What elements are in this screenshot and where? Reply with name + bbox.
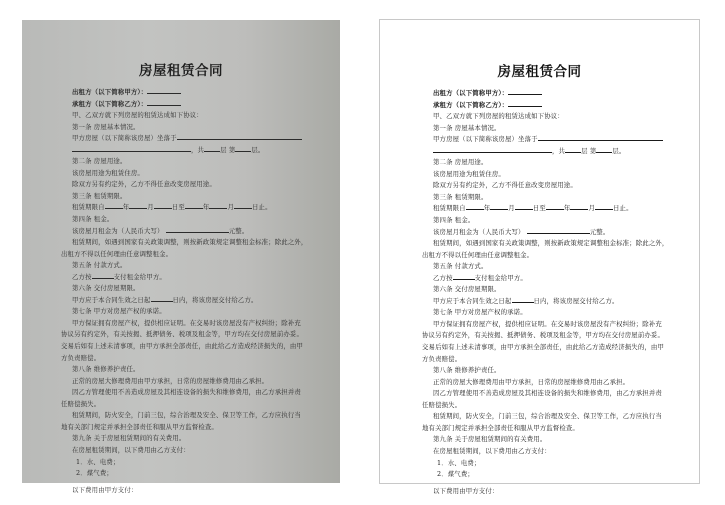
- contract-page-photo: [22, 20, 340, 495]
- contract-body: [422, 88, 689, 498]
- lessee-blank: [147, 99, 181, 106]
- contract-body: [61, 87, 327, 497]
- maintenance-line-5: 地有关部门规定并承担全部责任和服从甲方监督检查。: [61, 422, 218, 431]
- ownership-line-2: 协议另有约定外，有关按揭、抵押债务、税项及租金等，甲方均在交付房屋前办妥。: [61, 330, 304, 339]
- article-7-heading: 第七条 甲方对房屋产权的承诺。: [72, 307, 166, 316]
- term-day2-blank: [595, 203, 613, 210]
- fee-item-2: 2．煤气费；: [76, 469, 113, 478]
- maintenance-line-1: 正常的房屋大修理费用由甲方承担，日常的房屋维修费用由乙承担。: [72, 376, 269, 385]
- contract-title: 房屋租赁合同: [139, 63, 223, 79]
- lessee-label: 承租方（以下简称乙方）：: [433, 100, 509, 109]
- maintenance-line-4: 租赁期间，防火安全，门前三包，综合治理及安全、保卫等工作，乙方应执行当: [433, 412, 662, 421]
- floor-total-blank: [204, 145, 220, 152]
- floor-end-label: 层。: [612, 146, 626, 155]
- article-6-heading: 第六条 交付房屋期限。: [72, 284, 140, 293]
- maintenance-line-2: 因乙方管理使用不善造成房屋及其相连设备的损失和维修费用，由乙方承担并责: [72, 388, 301, 397]
- lessor-blank: [508, 88, 542, 95]
- term-year-label: 年: [122, 203, 130, 212]
- floor-number-blank: [235, 145, 251, 152]
- location-line: [433, 134, 689, 146]
- lessor-fees-line: 以下费用由甲方支付：: [72, 486, 138, 495]
- rent-amount-blank: [527, 227, 590, 234]
- rent-amount-line: [433, 227, 689, 239]
- floor-number-label: 层 第: [220, 145, 236, 154]
- lessor-label: 出租方（以下简称甲方）：: [72, 88, 148, 96]
- payment-blank: [92, 272, 114, 279]
- delivery-end: 日内，将该房屋交付给乙方。: [172, 295, 258, 304]
- maintenance-line-3: 任赔偿损失。: [422, 400, 462, 409]
- agreement-line: 甲、乙双方就下列房屋的租赁达成如下协议：: [72, 111, 203, 120]
- use-restrict-line: 除双方另有约定外，乙方不得任意改变房屋用途。: [433, 181, 577, 190]
- rent-adjust-line-2: 出租方不得以任何理由任意调整租金。: [422, 250, 534, 259]
- term-from-label: 租赁期限自: [72, 203, 105, 212]
- rent-amount-end: 元整。: [228, 226, 249, 235]
- ownership-line-2: 协议另有约定外，有关按揭、抵押债务、税项及租金等，甲方均在交付房屋前办妥。: [422, 331, 665, 340]
- rent-amount-blank: [166, 226, 229, 233]
- article-7-heading: 第七条 甲方对房屋产权的承诺。: [433, 308, 527, 317]
- ownership-line-4: 方负责赔偿。: [422, 354, 462, 363]
- rent-adjust-line-2: 出租方不得以任何理由任意调整租金。: [61, 249, 173, 258]
- fee-item-2: 2．煤气费；: [437, 470, 474, 479]
- floor-number-label: 层 第: [581, 146, 597, 155]
- location-blank: [538, 134, 663, 141]
- ownership-line-3: 交易后如有上述未清事项，由甲方承担全部责任，由此给乙方造成经济损失的，由甲: [422, 343, 665, 352]
- article-3-heading: 第三条 租赁期限。: [72, 191, 127, 200]
- address-blank: [72, 145, 191, 152]
- use-restrict-line: 除双方另有约定外，乙方不得任意改变房屋用途。: [72, 180, 216, 189]
- lessee-label: 承租方（以下简称乙方）：: [72, 99, 148, 108]
- payment-label: 乙方按: [72, 272, 92, 281]
- term-month-label: 月: [508, 204, 515, 213]
- rent-amount-line: [72, 226, 327, 238]
- lessee-fees-line: 在房屋租赁期间，以下费用由乙方支付：: [433, 446, 551, 455]
- delivery-line: [72, 295, 327, 307]
- lessor-label: 出租方（以下简称甲方）：: [433, 89, 509, 97]
- rent-amount-label: 该房屋月租金为（人民币大写）: [433, 227, 525, 236]
- rent-adjust-line: 租赁期间，如遇到国家有关政策调整，则按新政策规定调整租金标准；除此之外，: [72, 238, 308, 247]
- contract-page-clean: [379, 19, 700, 496]
- ownership-line-1: 甲方保证拥有房屋产权，提供相应证明。在交易时该房屋没有产权纠纷；除补充: [72, 318, 301, 327]
- address-blank: [433, 146, 552, 153]
- maintenance-line-1: 正常的房屋大修理费用由甲方承担，日常的房屋维修费用由乙承担。: [433, 377, 630, 386]
- delivery-blank: [512, 296, 534, 303]
- article-8-heading: 第八条 维修养护责任。: [72, 365, 140, 374]
- fee-item-1: 1．水、电费；: [437, 458, 481, 467]
- lessee-blank: [508, 100, 542, 107]
- location-line: [72, 133, 327, 145]
- location-label: 甲方房屋（以下简称该房屋）坐落于: [72, 134, 177, 143]
- article-2-heading: 第二条 房屋用途。: [72, 157, 127, 166]
- delivery-line: [433, 296, 689, 308]
- article-3-heading: 第三条 租赁期限。: [433, 192, 488, 201]
- rent-adjust-line: 租赁期间，如遇到国家有关政策调整，则按新政策规定调整租金标准；除此之外，: [433, 239, 669, 248]
- payment-end: 支付租金给甲方。: [474, 273, 527, 282]
- term-month-label: 月: [147, 203, 154, 212]
- ownership-line-1: 甲方保证拥有房屋产权，提供相应证明。在交易时该房屋没有产权纠纷；除补充: [433, 319, 662, 328]
- floor-total-label: ，共: [191, 145, 205, 154]
- delivery-label: 甲方应于本合同生效之日起: [433, 296, 512, 305]
- term-day2-blank: [234, 202, 252, 209]
- fee-item-1: 1．水、电费；: [76, 457, 120, 466]
- term-month2-blank: [209, 202, 227, 209]
- term-month2-label: 月: [588, 204, 595, 213]
- article-5-heading: 第五条 付款方式。: [433, 262, 488, 271]
- floor-line: [433, 146, 689, 158]
- article-4-heading: 第四条 租金。: [433, 216, 475, 225]
- lessee-line: [433, 100, 689, 112]
- term-line: [433, 203, 689, 215]
- article-5-heading: 第五条 付款方式。: [72, 261, 127, 270]
- term-month2-blank: [570, 203, 588, 210]
- payment-label: 乙方按: [433, 273, 453, 282]
- lessee-fees-line: 在房屋租赁期间，以下费用由乙方支付：: [72, 445, 190, 454]
- delivery-blank: [151, 295, 173, 302]
- term-from-label: 租赁期限自: [433, 204, 466, 213]
- payment-line: [433, 273, 689, 285]
- lessor-line: [433, 88, 689, 100]
- term-year2-label: 年: [202, 203, 210, 212]
- location-label: 甲方房屋（以下简称该房屋）坐落于: [433, 135, 538, 144]
- article-6-heading: 第六条 交付房屋期限。: [433, 285, 501, 294]
- term-month-blank: [129, 202, 147, 209]
- lessor-fees-line: 以下费用由甲方支付：: [433, 487, 499, 496]
- delivery-label: 甲方应于本合同生效之日起: [72, 295, 151, 304]
- rent-amount-label: 该房屋月租金为（人民币大写）: [72, 226, 164, 235]
- article-1-heading: 第一条 房屋基本情况。: [72, 122, 140, 131]
- term-day-blank: [515, 203, 533, 210]
- term-year-blank: [466, 203, 484, 210]
- payment-line: [72, 272, 327, 284]
- maintenance-line-4: 租赁期间，防火安全，门前三包，综合治理及安全、保卫等工作，乙方应执行当: [72, 411, 301, 420]
- use-line: 该房屋用途为租赁住房。: [433, 169, 505, 178]
- floor-number-blank: [596, 146, 612, 153]
- term-year2-label: 年: [563, 204, 571, 213]
- floor-total-blank: [565, 146, 581, 153]
- term-year2-blank: [546, 203, 564, 210]
- ownership-line-4: 方负责赔偿。: [61, 353, 101, 362]
- location-blank: [177, 133, 302, 140]
- maintenance-line-3: 任赔偿损失。: [61, 399, 101, 408]
- rent-amount-end: 元整。: [589, 227, 610, 236]
- use-line: 该房屋用途为租赁住房。: [72, 168, 144, 177]
- contract-title: 房屋租赁合同: [497, 64, 582, 80]
- payment-end: 支付租金给甲方。: [113, 272, 166, 281]
- floor-line: [72, 145, 327, 157]
- term-end-label: 日止。: [251, 203, 272, 212]
- term-month2-label: 月: [227, 203, 234, 212]
- ownership-line-3: 交易后如有上述未清事项，由甲方承担全部责任，由此给乙方造成经济损失的，由甲: [61, 342, 304, 351]
- term-day-blank: [154, 202, 172, 209]
- term-month-blank: [490, 203, 508, 210]
- article-9-heading: 第九条 关于房屋租赁期间的有关费用。: [72, 434, 186, 443]
- maintenance-line-2: 因乙方管理使用不善造成房屋及其相连设备的损失和维修费用，由乙方承担并责: [433, 389, 662, 398]
- term-to-label: 日至: [171, 203, 185, 212]
- article-8-heading: 第八条 维修养护责任。: [433, 366, 501, 375]
- lessee-line: [72, 99, 327, 111]
- term-line: [72, 202, 327, 214]
- floor-total-label: ，共: [552, 146, 566, 155]
- term-year-blank: [105, 202, 123, 209]
- article-2-heading: 第二条 房屋用途。: [433, 158, 488, 167]
- lessor-line: [72, 87, 327, 99]
- term-year-label: 年: [483, 204, 491, 213]
- term-end-label: 日止。: [612, 204, 633, 213]
- article-4-heading: 第四条 租金。: [72, 215, 114, 224]
- lessor-blank: [147, 87, 181, 94]
- floor-end-label: 层。: [251, 145, 265, 154]
- article-1-heading: 第一条 房屋基本情况。: [433, 123, 501, 132]
- maintenance-line-5: 地有关部门规定并承担全部责任和服从甲方监督检查。: [422, 423, 579, 432]
- payment-blank: [453, 273, 475, 280]
- term-year2-blank: [185, 202, 203, 209]
- agreement-line: 甲、乙双方就下列房屋的租赁达成如下协议：: [433, 112, 564, 121]
- delivery-end: 日内，将该房屋交付给乙方。: [533, 296, 619, 305]
- term-to-label: 日至: [532, 204, 546, 213]
- article-9-heading: 第九条 关于房屋租赁期间的有关费用。: [433, 435, 547, 444]
